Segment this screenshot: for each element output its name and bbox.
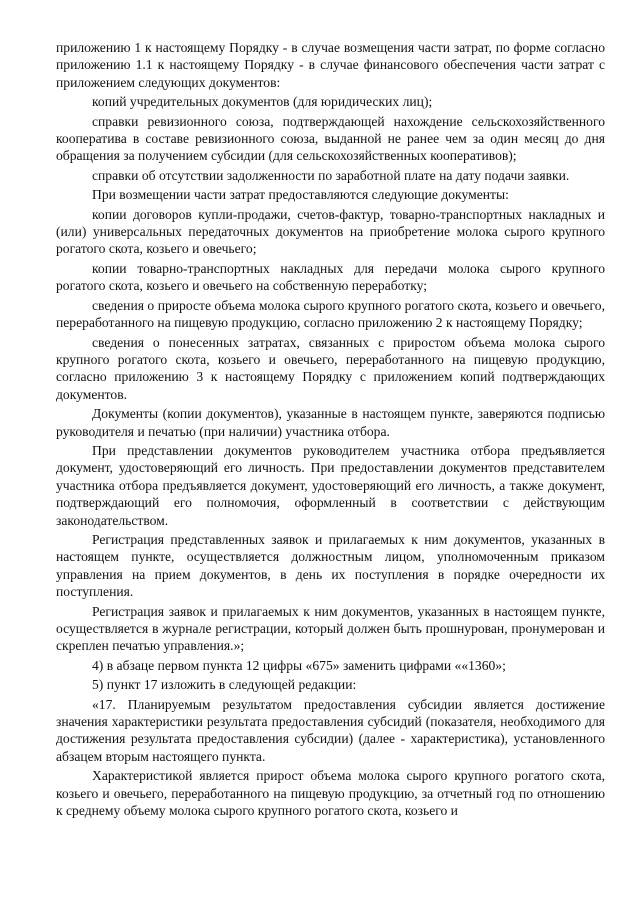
paragraph-no-debt-certificate: справки об отсутствии задолженности по заработной плате на дату подачи заявки. (92, 167, 570, 183)
paragraph-founding-docs: копий учредительных документов (для юридических лиц); (92, 94, 433, 110)
paragraph-point-17: «17. Планируемым результатом предоставления субсидии является достижение значения характеристики результата предоставления субсидий (показателя, необходимого для достижения результата предоставления субсидии) (далее - характеристика), установленного абзацем вторым настоящего пункта. (56, 696, 605, 764)
paragraph-intro: приложению 1 к настоящему Порядку - в случае возмещения части затрат, по форме согласно приложению 1.1 к настоящему Порядку - в случае финансового обеспечения части затрат с приложением следующих документов: (56, 40, 605, 90)
paragraph-audit-union-certificate: справки ревизионного союза, подтверждающей нахождение сельскохозяйственного кооператива в составе ревизионного союза, выданной не ранее чем за один месяц до дня обращения за получением субсидии (для сельскохозяйственных кооперативов); (56, 113, 605, 164)
paragraph-identity: При представлении документов руководителем участника отбора предъявляется документ, удостоверяющий его личность. При предоставлении документов представителем участника отбора предъявляется документ, удостоверяющий его личность, а также документ, подтверждающий его полномочия, оформленный в соответствии с действующим законодательством. (56, 442, 605, 528)
paragraph-registration-2: Регистрация заявок и прилагаемых к ним документов, указанных в настоящем пункте, осуществляется в журнале регистрации, который должен быть прошнурован, пронумерован и скреплен печатью управления.»; (56, 603, 605, 654)
paragraph-characteristic: Характеристикой является прирост объема молока сырого крупного рогатого скота, козьего и овечьего, переработанного на пищевую продукцию, за отчетный год по отношению к среднему объему молока сырого крупного рогатого скота, козьего и (56, 768, 605, 819)
paragraph-purchase-contracts: копии договоров купли-продажи, счетов-фактур, товарно-транспортных накладных и (или) универсальных передаточных документов на приобретение молока сырого крупного рогатого скота, козьего и овечьего; (56, 206, 605, 257)
paragraph-milk-growth-info: сведения о приросте объема молока сырого крупного рогатого скота, козьего и овечьего, переработанного на пищевую продукцию, согласно приложению 2 к настоящему Порядку; (56, 297, 605, 331)
document-body (56, 39, 605, 819)
paragraph-amendment-4: 4) в абзаце первом пункта 12 цифры «675» заменить цифрами ««1360»; (92, 657, 506, 673)
paragraph-certification: Документы (копии документов), указанные в настоящем пункте, заверяются подписью руководителя и печатью (при наличии) участника отбора. (56, 406, 605, 439)
paragraph-reimbursement-docs-heading: При возмещении части затрат предоставляются следующие документы: (92, 187, 509, 203)
paragraph-costs-info: сведения о понесенных затратах, связанных с приростом объема молока сырого крупного рогатого скота, козьего и овечьего, переработанного на пищевую продукцию, согласно приложению 3 к настоящему Порядку с приложением копий подтверждающих документов. (56, 334, 605, 402)
paragraph-transport-waybills: копии товарно-транспортных накладных для передачи молока сырого крупного рогатого скота, козьего и овечьего на собственную переработку; (56, 260, 605, 294)
paragraph-registration-1: Регистрация представленных заявок и прилагаемых к ним документов, указанных в настоящем пункте, осуществляется должностным лицом, уполномоченным приказом управления на прием документов, в день их поступления в порядке очередности их поступления. (56, 531, 605, 600)
paragraph-amendment-5: 5) пункт 17 изложить в следующей редакции: (92, 677, 357, 693)
